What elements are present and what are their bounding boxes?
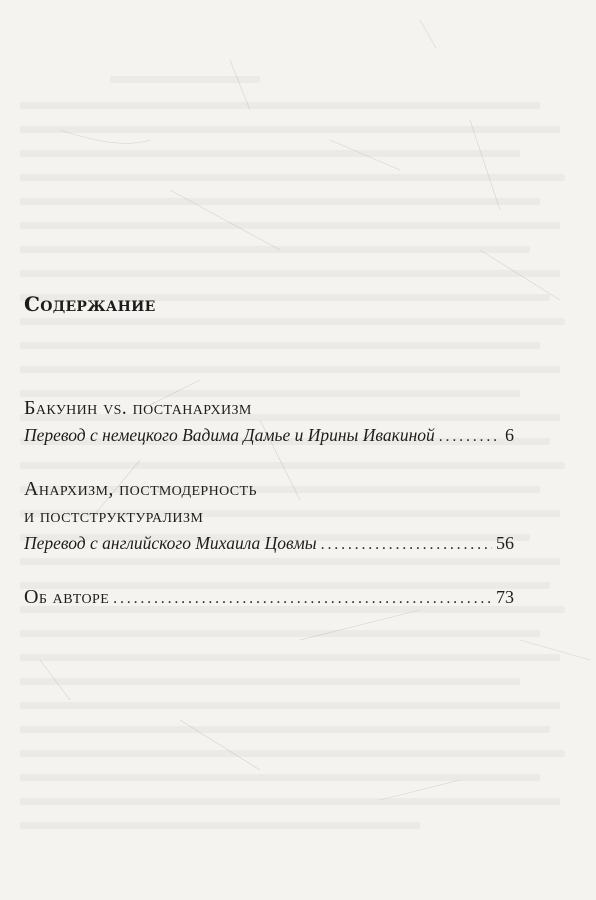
dot-leader [439,428,501,446]
toc-entry-page: 73 [496,587,514,607]
toc-entry-translator-line [24,425,514,446]
toc-entry-translator: Перевод с английского Михаила Цовмы [24,533,317,553]
toc-entry-page: 6 [505,425,514,445]
toc-entry-title: Анархизм, постмодерность [24,478,257,500]
toc-entry-translator: Перевод с немецкого Вадима Дамье и Ирины Ивакиной [24,425,435,445]
toc-entry-title: Об авторе [24,586,110,608]
toc-entry-page: 56 [496,533,514,553]
toc-entry-title-continuation: и постструктурализм [24,505,204,527]
toc-entry-line [24,586,514,609]
toc-heading: Содержание [24,292,156,316]
toc-entry-title: Бакунин vs. постанархизм [24,397,252,419]
dot-leader [113,590,492,608]
dot-leader [321,536,492,554]
toc-entry-translator-line [24,533,514,554]
